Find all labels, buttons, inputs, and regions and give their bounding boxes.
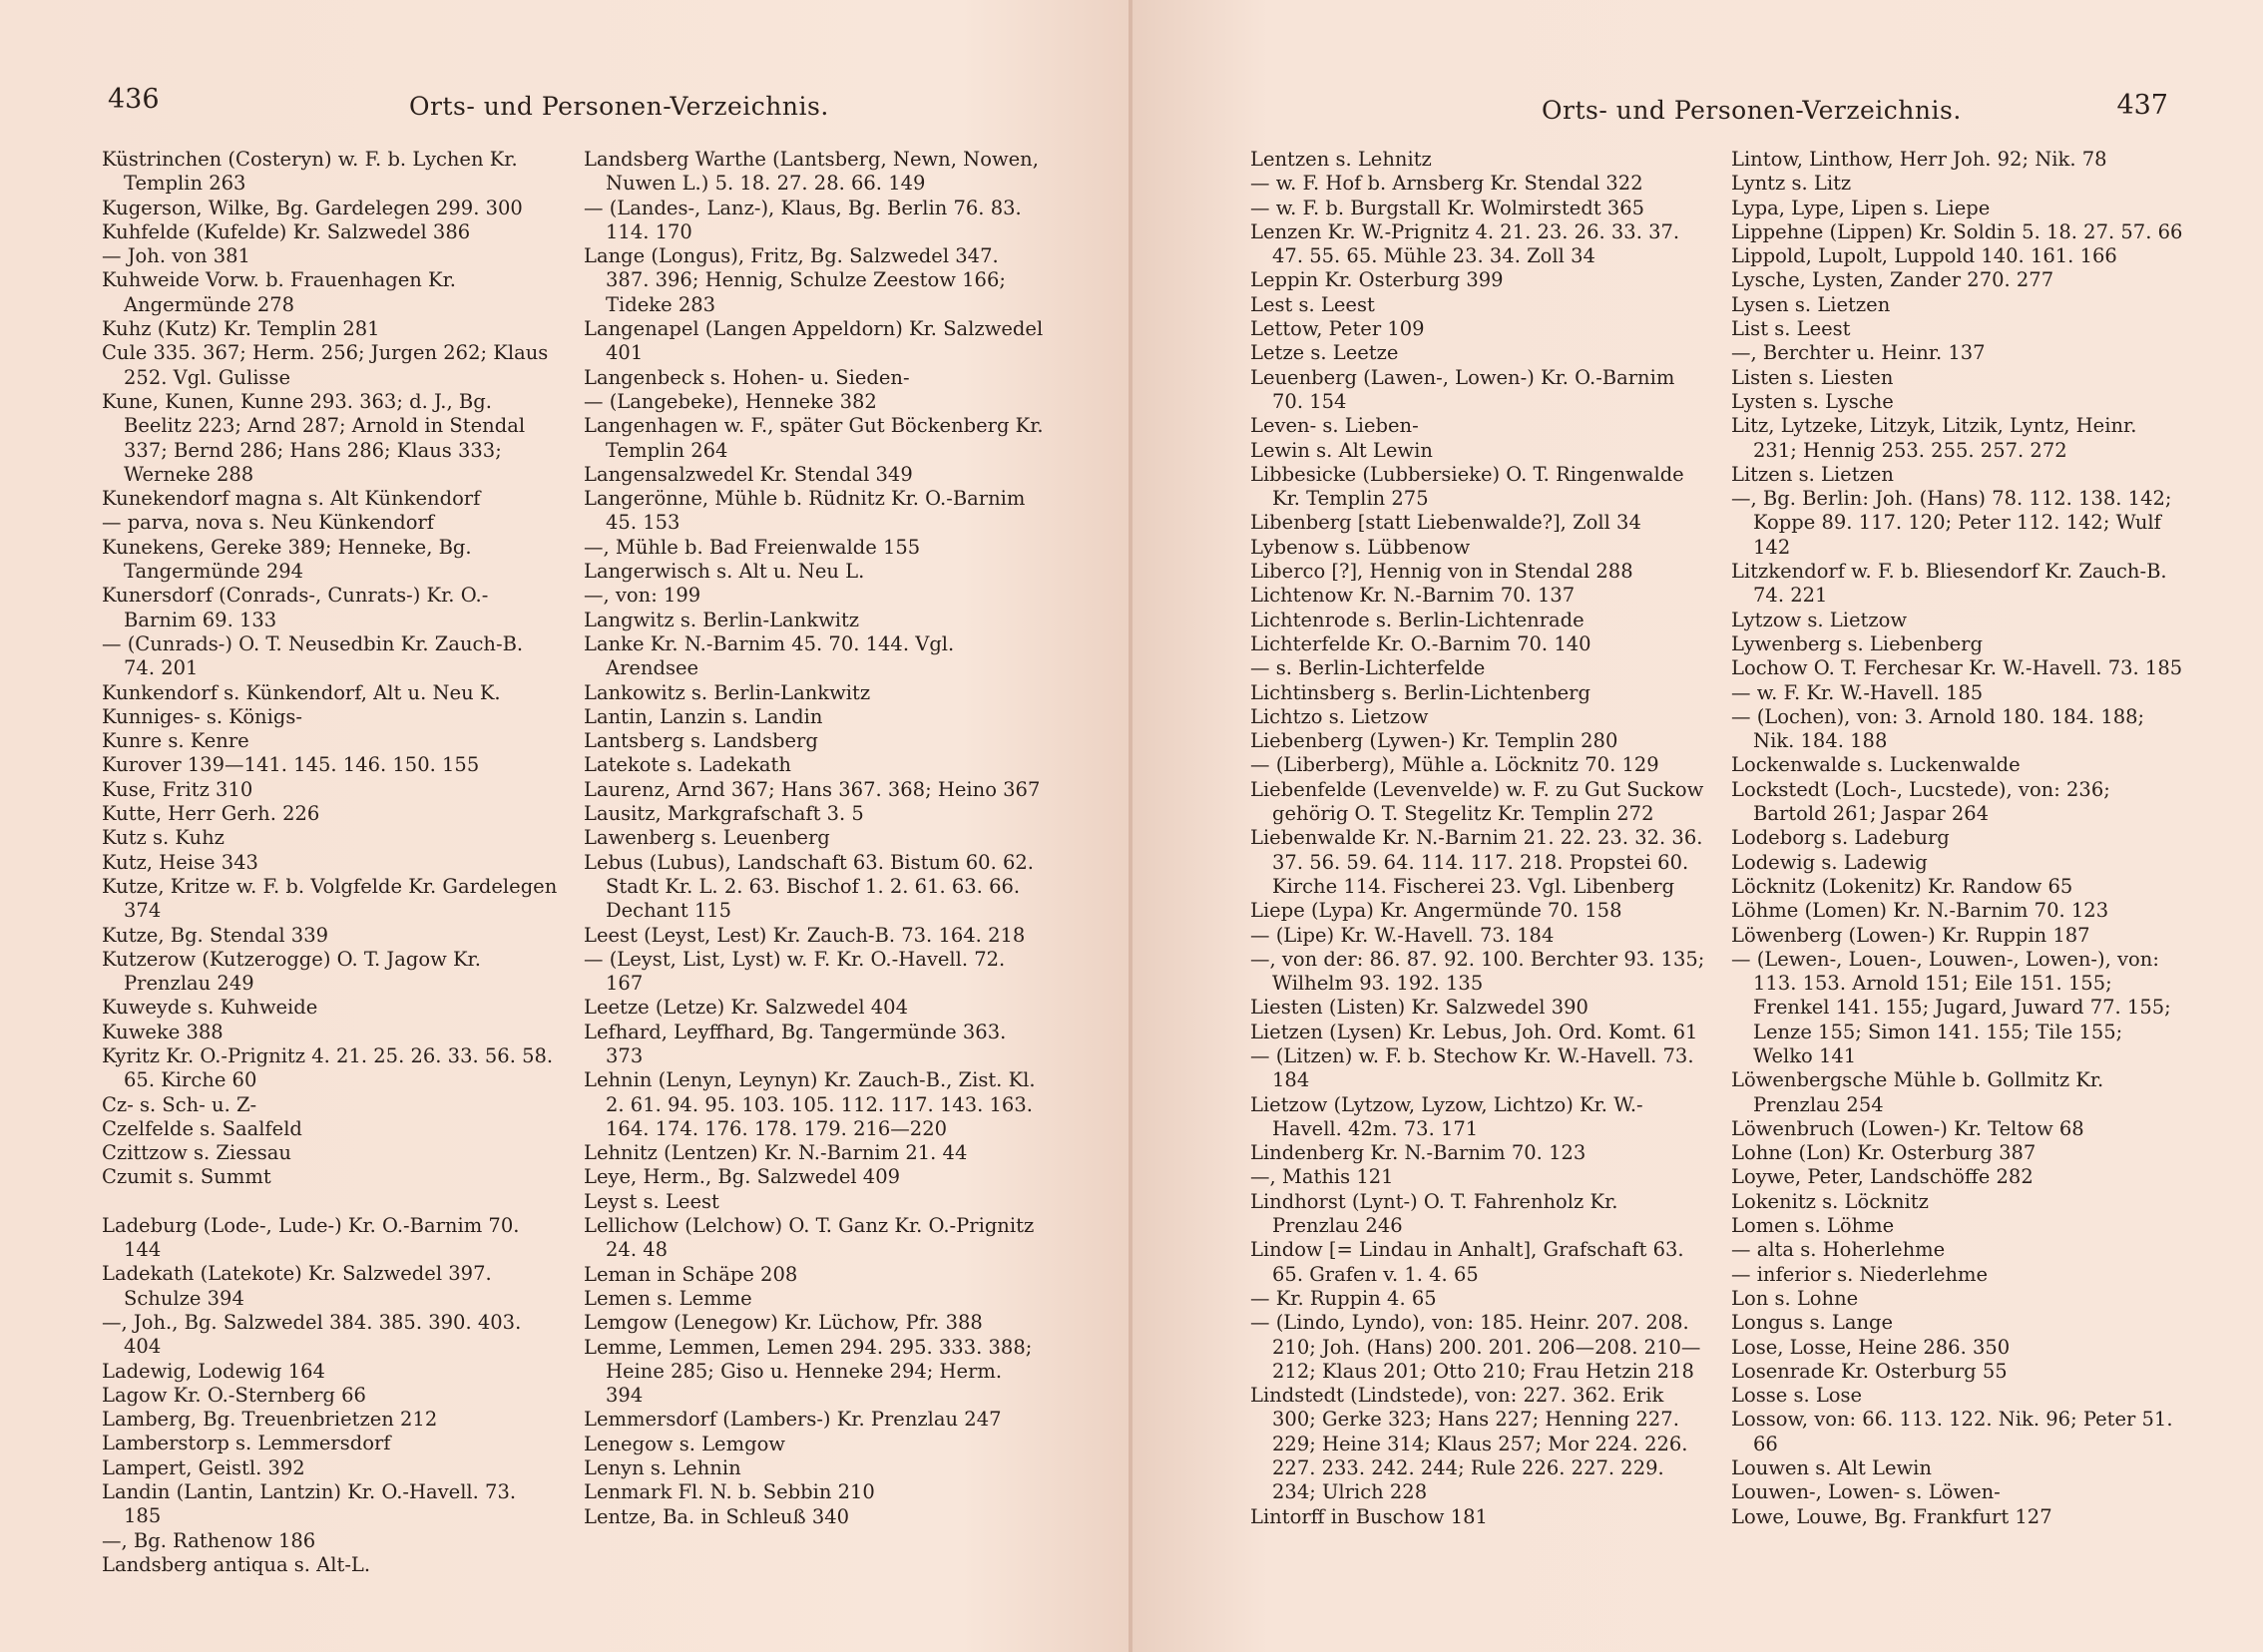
index-entry: Löhme (Lomen) Kr. N.-Barnim 70. 123 bbox=[1731, 899, 2109, 923]
index-entry: Listen s. Liesten bbox=[1731, 365, 1894, 389]
index-entry: Lindhorst (Lynt-) O. T. Fahrenholz Kr. Prenzlau 246 bbox=[1250, 1189, 1618, 1238]
index-entry: Langensalzwedel Kr. Stendal 349 bbox=[584, 462, 913, 486]
index-entry: Lausitz, Markgrafschaft 3. 5 bbox=[584, 802, 864, 826]
index-entry: — (Lipe) Kr. W.-Havell. 73. 184 bbox=[1250, 923, 1555, 947]
index-entry: Langwitz s. Berlin-Lankwitz bbox=[584, 608, 860, 631]
index-entry: Louwen s. Alt Lewin bbox=[1731, 1456, 1932, 1480]
index-entry: Landsberg Warthe (Lantsberg, Newn, Nowen, Nuwen L.) 5. 18. 27. 28. 66. 149 bbox=[584, 148, 1039, 196]
index-entry: — w. F. Hof b. Arnsberg Kr. Stendal 322 bbox=[1250, 172, 1643, 196]
running-header: Orts- und Personen-Verzeichnis. bbox=[409, 92, 829, 121]
index-entry: Lichterfelde Kr. O.-Barnim 70. 140 bbox=[1250, 631, 1591, 655]
index-entry: Longus s. Lange bbox=[1731, 1311, 1894, 1335]
index-entry: Lose, Losse, Heine 286. 350 bbox=[1731, 1335, 2011, 1359]
index-entry: Langenhagen w. F., später Gut Böckenberg Kr. Templin 264 bbox=[584, 414, 1044, 462]
index-entry: Lemmersdorf (Lambers-) Kr. Prenzlau 247 bbox=[584, 1408, 1002, 1432]
index-entry: Libbesicke (Lubbersieke) O. T. Ringenwalde Kr. Templin 275 bbox=[1250, 462, 1684, 511]
index-entry: Litzen s. Lietzen bbox=[1731, 462, 1894, 486]
index-entry: Liebenwalde Kr. N.-Barnim 21. 22. 23. 32. 36. 37. 56. 59. 64. 114. 117. 218. Propstei 60. Kirche 114. Fischerei 23. Vgl. Libenberg bbox=[1250, 826, 1703, 898]
index-entry: — (Lindo, Lyndo), von: 185. Heinr. 207. 208. 210; Joh. (Hans) 200. 201. 206—208. 210—212; Klaus 201; Otto 210; Frau Hetzin 218 bbox=[1250, 1311, 1701, 1383]
index-entry: Kutze, Kritze w. F. b. Volgfelde Kr. Gardelegen 374 bbox=[102, 874, 558, 923]
index-entry: — (Cunrads-) O. T. Neusedbin Kr. Zauch-B. 74. 201 bbox=[102, 631, 524, 680]
index-entry: —, Joh., Bg. Salzwedel 384. 385. 390. 403. 404 bbox=[102, 1310, 522, 1359]
index-entry: Lippehne (Lippen) Kr. Soldin 5. 18. 27. 57. 66 bbox=[1731, 219, 2183, 243]
index-entry: Kunniges- s. Königs- bbox=[102, 704, 302, 728]
index-entry: Kuweyde s. Kuhweide bbox=[102, 996, 318, 1020]
index-entry: —, von: 199 bbox=[584, 584, 701, 608]
index-entry: Liebenfelde (Levenvelde) w. F. zu Gut Suckow gehörig O. T. Stegelitz Kr. Templin 272 bbox=[1250, 777, 1704, 826]
index-entry: Lowe, Louwe, Bg. Frankfurt 127 bbox=[1731, 1504, 2052, 1528]
index-entry: — (Leyst, List, Lyst) w. F. Kr. O.-Havell. 72. 167 bbox=[584, 947, 1006, 996]
index-entry: Lanke Kr. N.-Barnim 45. 70. 144. Vgl. Arendsee bbox=[584, 631, 955, 680]
index-entry: Lankowitz s. Berlin-Lankwitz bbox=[584, 680, 871, 704]
index-entry: Kunekens, Gereke 389; Henneke, Bg. Tangermünde 294 bbox=[102, 535, 472, 584]
index-entry: Lintow, Linthow, Herr Joh. 92; Nik. 78 bbox=[1731, 148, 2107, 171]
index-entry: Lellichow (Lelchow) O. T. Ganz Kr. O.-Prignitz 24. 48 bbox=[584, 1214, 1035, 1262]
index-entry: Lewin s. Alt Lewin bbox=[1250, 438, 1433, 462]
index-entry: — (Liberberg), Mühle a. Löcknitz 70. 129 bbox=[1250, 753, 1659, 777]
index-entry: Louwen-, Lowen- s. Löwen- bbox=[1731, 1480, 2001, 1504]
index-entry: Lippold, Lupolt, Luppold 140. 161. 166 bbox=[1731, 244, 2117, 268]
index-entry: Lamberg, Bg. Treuenbrietzen 212 bbox=[102, 1408, 438, 1432]
index-entry: Leye, Herm., Bg. Salzwedel 409 bbox=[584, 1165, 901, 1189]
index-entry: Lawenberg s. Leuenberg bbox=[584, 826, 830, 850]
index-entry: Lichtzo s. Lietzow bbox=[1250, 704, 1429, 728]
index-entry: Lentzen s. Lehnitz bbox=[1250, 148, 1432, 171]
index-entry: Kunersdorf (Conrads-, Cunrats-) Kr. O.-Barnim 69. 133 bbox=[102, 584, 489, 631]
index-entry: Letze s. Leetze bbox=[1250, 341, 1399, 365]
index-entry: — Kr. Ruppin 4. 65 bbox=[1250, 1286, 1437, 1310]
index-entry: Lodewig s. Ladewig bbox=[1731, 850, 1928, 874]
index-entry: Lietzow (Lytzow, Lyzow, Lichtzo) Kr. W.-Havell. 42m. 73. 171 bbox=[1250, 1092, 1643, 1140]
running-header: Orts- und Personen-Verzeichnis. bbox=[1542, 96, 1962, 125]
index-entry: Lichtenow Kr. N.-Barnim 70. 137 bbox=[1250, 584, 1576, 608]
index-entry: — w. F. Kr. W.-Havell. 185 bbox=[1731, 680, 1984, 704]
index-entry: — alta s. Hoherlehme bbox=[1731, 1238, 1946, 1262]
index-entry: — s. Berlin-Lichterfelde bbox=[1250, 656, 1486, 680]
index-entry: Lemme, Lemmen, Lemen 294. 295. 333. 388; Heine 285; Giso u. Henneke 294; Herm. 394 bbox=[584, 1335, 1033, 1408]
index-entry: Liesten (Listen) Kr. Salzwedel 390 bbox=[1250, 996, 1588, 1020]
index-entry: Lefhard, Leyffhard, Bg. Tangermünde 363. 373 bbox=[584, 1020, 1007, 1067]
index-entry: Latekote s. Ladekath bbox=[584, 753, 791, 777]
index-entry: Lantsberg s. Landsberg bbox=[584, 729, 818, 753]
page-number: 436 bbox=[108, 84, 160, 115]
index-entry: Leppin Kr. Osterburg 399 bbox=[1250, 268, 1504, 292]
index-entry: Küstrinchen (Costeryn) w. F. b. Lychen Kr. Templin 263 bbox=[102, 148, 518, 196]
index-entry: Lockenwalde s. Luckenwalde bbox=[1731, 753, 2021, 777]
index-entry: — (Landes-, Lanz-), Klaus, Bg. Berlin 76. 83. 114. 170 bbox=[584, 196, 1022, 243]
index-entry: Landin (Lantin, Lantzin) Kr. O.-Havell. 73. 185 bbox=[102, 1480, 517, 1528]
index-entry: Czumit s. Summt bbox=[102, 1165, 271, 1189]
index-entry: Landsberg antiqua s. Alt-L. bbox=[102, 1552, 371, 1576]
index-entry: Kunkendorf s. Künkendorf, Alt u. Neu K. bbox=[102, 680, 501, 704]
index-entry: Lenegow s. Lemgow bbox=[584, 1432, 785, 1455]
index-entry: Lenyn s. Lehnin bbox=[584, 1456, 741, 1480]
index-entry: Czittzow s. Ziessau bbox=[102, 1141, 291, 1165]
index-entry: Ladekath (Latekote) Kr. Salzwedel 397. Schulze 394 bbox=[102, 1262, 492, 1310]
index-entry: Lytzow s. Lietzow bbox=[1731, 608, 1908, 631]
index-entry: — (Lochen), von: 3. Arnold 180. 184. 188; Nik. 184. 188 bbox=[1731, 704, 2145, 753]
index-entry: Langerwisch s. Alt u. Neu L. bbox=[584, 560, 865, 584]
index-entry: Cz- s. Sch- u. Z- bbox=[102, 1092, 257, 1116]
index-entry: Leest (Leyst, Lest) Kr. Zauch-B. 73. 164. 218 bbox=[584, 923, 1026, 947]
index-entry: Liberco [?], Hennig von in Stendal 288 bbox=[1250, 560, 1633, 584]
index-entry: Lest s. Leest bbox=[1250, 292, 1375, 316]
index-entry: Kunre s. Kenre bbox=[102, 729, 249, 753]
index-entry: Kuhz (Kutz) Kr. Templin 281 bbox=[102, 317, 380, 341]
index-entry: Lentze, Ba. in Schleuß 340 bbox=[584, 1504, 850, 1528]
index-entry: Lenmark Fl. N. b. Sebbin 210 bbox=[584, 1480, 875, 1504]
index-entry: Lemgow (Lenegow) Kr. Lüchow, Pfr. 388 bbox=[584, 1311, 983, 1335]
index-entry: Lypa, Lype, Lipen s. Liepe bbox=[1731, 196, 1991, 219]
index-entry: Lehnin (Lenyn, Leynyn) Kr. Zauch-B., Zist. Kl. 2. 61. 94. 95. 103. 105. 112. 117. 143. 163. 164. 174. 176. 178. 179. 216—220 bbox=[584, 1068, 1036, 1140]
index-entry: Lenzen Kr. W.-Prignitz 4. 21. 23. 26. 33. 37. 47. 55. 65. Mühle 23. 34. Zoll 34 bbox=[1250, 219, 1680, 268]
index-entry: Kuse, Fritz 310 bbox=[102, 777, 253, 801]
index-entry: Lindstedt (Lindstede), von: 227. 362. Erik 300; Gerke 323; Hans 227; Henning 227. 229; Heine 314; Klaus 257; Mor 224. 226. 227. 233. 242. 244; Rule 226. 227. 229. 234; Ulrich 228 bbox=[1250, 1384, 1688, 1504]
index-entry: Lichtenrode s. Berlin-Lichtenrade bbox=[1250, 608, 1584, 631]
index-entry: Kuweke 388 bbox=[102, 1020, 224, 1043]
index-entry: Kunekendorf magna s. Alt Künkendorf bbox=[102, 487, 481, 511]
index-entry: — w. F. b. Burgstall Kr. Wolmirstedt 365 bbox=[1250, 196, 1645, 219]
index-entry: —, Mathis 121 bbox=[1250, 1165, 1394, 1189]
index-entry: Lantin, Lanzin s. Landin bbox=[584, 704, 823, 728]
index-entry: Ladeburg (Lode-, Lude-) Kr. O.-Barnim 70. 144 bbox=[102, 1213, 520, 1262]
index-entry: —, von der: 86. 87. 92. 100. Berchter 93. 135; Wilhelm 93. 192. 135 bbox=[1250, 947, 1705, 996]
right-page bbox=[1132, 0, 2263, 1652]
index-entry: Kyritz Kr. O.-Prignitz 4. 21. 25. 26. 33. 56. 58. 65. Kirche 60 bbox=[102, 1043, 554, 1092]
index-entry: — parva, nova s. Neu Künkendorf bbox=[102, 511, 435, 535]
index-entry: Leyst s. Leest bbox=[584, 1189, 719, 1213]
index-entry: Kutze, Bg. Stendal 339 bbox=[102, 923, 329, 947]
index-entry: — inferior s. Niederlehme bbox=[1731, 1262, 1989, 1286]
index-entry: Laurenz, Arnd 367; Hans 367. 368; Heino 367 bbox=[584, 777, 1041, 801]
index-entry: Löwenbruch (Lowen-) Kr. Teltow 68 bbox=[1731, 1116, 2084, 1140]
index-entry: Leman in Schäpe 208 bbox=[584, 1262, 798, 1286]
index-entry: Kutz, Heise 343 bbox=[102, 850, 258, 874]
index-entry: Lindow [= Lindau in Anhalt], Grafschaft 63. 65. Grafen v. 1. 4. 65 bbox=[1250, 1238, 1684, 1286]
index-entry: Lindenberg Kr. N.-Barnim 70. 123 bbox=[1250, 1141, 1586, 1165]
index-entry: Kutte, Herr Gerh. 226 bbox=[102, 802, 320, 826]
index-entry: — (Langebeke), Henneke 382 bbox=[584, 389, 877, 413]
index-column-2 bbox=[584, 148, 1045, 1529]
index-entry: Leuenberg (Lawen-, Lowen-) Kr. O.-Barnim 70. 154 bbox=[1250, 365, 1675, 413]
index-entry: Kutzerow (Kutzerogge) O. T. Jagow Kr. Prenzlau 249 bbox=[102, 947, 481, 996]
index-entry: Lichtinsberg s. Berlin-Lichtenberg bbox=[1250, 680, 1590, 704]
index-entry: Langenbeck s. Hohen- u. Sieden- bbox=[584, 365, 910, 389]
index-entry: Litzkendorf w. F. b. Bliesendorf Kr. Zauch-B. 74. 221 bbox=[1731, 560, 2167, 608]
index-entry: Löwenbergsche Mühle b. Gollmitz Kr. Prenzlau 254 bbox=[1731, 1068, 2104, 1116]
index-entry: Kurover 139—141. 145. 146. 150. 155 bbox=[102, 753, 480, 777]
index-entry: Lamberstorp s. Lemmersdorf bbox=[102, 1432, 391, 1455]
index-entry: —, Bg. Rathenow 186 bbox=[102, 1528, 316, 1552]
index-entry: Langenapel (Langen Appeldorn) Kr. Salzwedel 401 bbox=[584, 317, 1044, 365]
index-entry: Kune, Kunen, Kunne 293. 363; d. J., Bg. Beelitz 223; Arnd 287; Arnold in Stendal 337; Bernd 286; Hans 286; Klaus 333; Werneke 288 bbox=[102, 389, 526, 486]
index-entry: Lodeborg s. Ladeburg bbox=[1731, 826, 1950, 850]
index-entry: Lomen s. Löhme bbox=[1731, 1214, 1895, 1238]
index-entry: Liepe (Lypa) Kr. Angermünde 70. 158 bbox=[1250, 899, 1622, 923]
index-entry: Löcknitz (Lokenitz) Kr. Randow 65 bbox=[1731, 874, 2073, 898]
index-entry: Lebus (Lubus), Landschaft 63. Bistum 60. 62. Stadt Kr. L. 2. 63. Bischof 1. 2. 61. 63. 66. Dechant 115 bbox=[584, 850, 1034, 923]
index-entry: — (Lewen-, Louen-, Louwen-, Lowen-), von: 113. 153. Arnold 151; Eile 151. 155; Frenkel 141. 155; Jugard, Juward 77. 155; Lenze 155; Simon 141. 155; Tile 155; Welko 141 bbox=[1731, 947, 2171, 1067]
index-entry: — (Litzen) w. F. b. Stechow Kr. W.-Havell. 73. 184 bbox=[1250, 1043, 1694, 1092]
index-entry: Loywe, Peter, Landschöffe 282 bbox=[1731, 1165, 2034, 1189]
index-column-1 bbox=[1250, 148, 1707, 1529]
index-entry: Losenrade Kr. Osterburg 55 bbox=[1731, 1359, 2008, 1383]
index-column-1 bbox=[102, 148, 559, 1577]
index-column-2 bbox=[1731, 148, 2185, 1529]
index-entry: Langerönne, Mühle b. Rüdnitz Kr. O.-Barnim 45. 153 bbox=[584, 487, 1026, 535]
index-entry: Cule 335. 367; Herm. 256; Jurgen 262; Klaus 252. Vgl. Gulisse bbox=[102, 341, 549, 389]
index-entry: Lon s. Lohne bbox=[1731, 1286, 1859, 1310]
index-entry: Lysche, Lysten, Zander 270. 277 bbox=[1731, 268, 2054, 292]
index-entry: List s. Leest bbox=[1731, 317, 1851, 341]
index-entry: Losse s. Lose bbox=[1731, 1384, 1863, 1408]
index-entry: — Joh. von 381 bbox=[102, 244, 250, 268]
index-entry: Czelfelde s. Saalfeld bbox=[102, 1116, 302, 1140]
index-entry: Lossow, von: 66. 113. 122. Nik. 96; Peter 51. 66 bbox=[1731, 1408, 2173, 1455]
index-entry: —, Mühle b. Bad Freienwalde 155 bbox=[584, 535, 921, 559]
index-entry: Lysten s. Lysche bbox=[1731, 389, 1894, 413]
index-entry: —, Berchter u. Heinr. 137 bbox=[1731, 341, 1986, 365]
page-number: 437 bbox=[2116, 90, 2168, 121]
index-entry: Kuhfelde (Kufelde) Kr. Salzwedel 386 bbox=[102, 219, 471, 243]
index-entry: Leven- s. Lieben- bbox=[1250, 414, 1419, 438]
index-entry: Kutz s. Kuhz bbox=[102, 826, 225, 850]
index-entry: Lockstedt (Loch-, Lucstede), von: 236; Bartold 261; Jaspar 264 bbox=[1731, 777, 2110, 826]
index-entry: Lohne (Lon) Kr. Osterburg 387 bbox=[1731, 1141, 2037, 1165]
index-entry: Kugerson, Wilke, Bg. Gardelegen 299. 300 bbox=[102, 196, 523, 219]
index-entry: Lampert, Geistl. 392 bbox=[102, 1455, 305, 1479]
index-entry: Lemen s. Lemme bbox=[584, 1286, 752, 1310]
index-entry: Litz, Lytzeke, Litzyk, Litzik, Lyntz, Heinr. 231; Hennig 253. 255. 257. 272 bbox=[1731, 414, 2137, 462]
index-entry: Löwenberg (Lowen-) Kr. Ruppin 187 bbox=[1731, 923, 2090, 947]
index-entry: Kuhweide Vorw. b. Frauenhagen Kr. Angermünde 278 bbox=[102, 268, 456, 316]
index-entry: Lehnitz (Lentzen) Kr. N.-Barnim 21. 44 bbox=[584, 1141, 968, 1165]
index-entry: Lyntz s. Litz bbox=[1731, 172, 1852, 196]
index-entry: Lange (Longus), Fritz, Bg. Salzwedel 347. 387. 396; Hennig, Schulze Zeestow 166; Tideke 283 bbox=[584, 244, 1006, 316]
index-entry: Lintorff in Buschow 181 bbox=[1250, 1504, 1488, 1528]
index-entry: Lietzen (Lysen) Kr. Lebus, Joh. Ord. Komt. 61 bbox=[1250, 1020, 1698, 1043]
index-entry: Lagow Kr. O.-Sternberg 66 bbox=[102, 1383, 366, 1407]
index-entry: Lywenberg s. Liebenberg bbox=[1731, 631, 1983, 655]
index-entry: Lokenitz s. Löcknitz bbox=[1731, 1189, 1929, 1213]
index-entry: —, Bg. Berlin: Joh. (Hans) 78. 112. 138. 142; Koppe 89. 117. 120; Peter 112. 142; Wulf 142 bbox=[1731, 487, 2172, 559]
index-entry: Ladewig, Lodewig 164 bbox=[102, 1359, 325, 1383]
index-entry: Lysen s. Lietzen bbox=[1731, 292, 1891, 316]
left-page bbox=[0, 0, 1131, 1652]
index-entry: Lochow O. T. Ferchesar Kr. W.-Havell. 73. 185 bbox=[1731, 656, 2183, 680]
index-entry: Leetze (Letze) Kr. Salzwedel 404 bbox=[584, 996, 908, 1020]
index-entry: Libenberg [statt Liebenwalde?], Zoll 34 bbox=[1250, 511, 1641, 535]
index-entry: Lettow, Peter 109 bbox=[1250, 317, 1425, 341]
index-entry: Lybenow s. Lübbenow bbox=[1250, 535, 1471, 559]
index-entry: Liebenberg (Lywen-) Kr. Templin 280 bbox=[1250, 729, 1618, 753]
